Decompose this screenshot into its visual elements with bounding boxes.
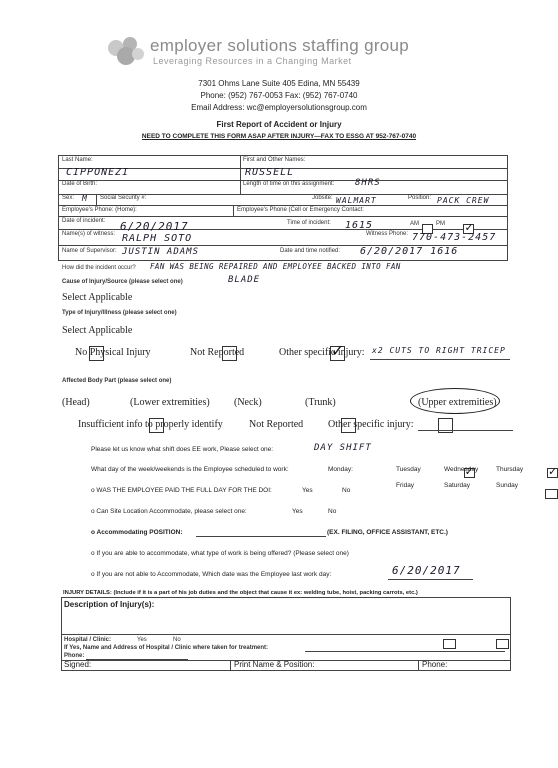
shift-question: Please let us know what shift does EE work, Please select one:	[91, 446, 274, 453]
accommodating-position-hint: (EX. FILING, OFFICE ASSISTANT, ETC.)	[327, 529, 448, 536]
hospital-no-checkbox[interactable]	[496, 639, 509, 649]
company-address: 7301 Ohms Lane Suite 405 Edina, MN 55439	[198, 79, 360, 88]
notified-label: Date and time notified:	[280, 248, 341, 254]
days-question: What day of the week/weekends is the Employee scheduled to work:	[91, 466, 289, 473]
not-reported-label: Not Reported	[190, 347, 245, 358]
witness-value[interactable]: RALPH SOTO	[122, 233, 193, 244]
hospital-phone-label: Phone:	[64, 653, 85, 659]
neck-option[interactable]: (Neck)	[234, 397, 262, 408]
form-title: First Report of Accident or Injury	[216, 120, 342, 129]
sunday-label: Sunday	[496, 482, 519, 489]
body-part-label: Affected Body Part (please select one)	[62, 378, 172, 384]
type-label: Type of Injury/Illness (please select one)	[62, 310, 177, 316]
hospital-no-label: No	[173, 637, 181, 643]
cell-phone-label: Employee's Phone (Cell or Emergency Contact:	[237, 207, 364, 213]
first-name-value[interactable]: RUSSELL	[245, 167, 295, 178]
time-incident-label: Time of incident:	[287, 220, 331, 226]
company-email: Email Address: wc@employersolutionsgroup.com	[191, 103, 367, 112]
last-name-label: Last Name:	[62, 157, 93, 163]
last-worked-value[interactable]: 6/20/2017	[392, 564, 461, 577]
upper-circle-mark	[410, 388, 500, 414]
tuesday-label: Tuesday	[396, 466, 421, 473]
witness-label: Name(s) of witness:	[62, 231, 116, 237]
cause-label: Cause of Injury/Source (please select one)	[62, 279, 183, 285]
date-incident-label: Date of incident:	[62, 218, 106, 224]
am-label: AM	[410, 221, 419, 227]
wednesday-label: Wednesday	[444, 466, 479, 473]
thursday-label: Thursday	[496, 466, 524, 473]
cause-select[interactable]: Select Applicable	[62, 292, 133, 303]
witness-phone-label: Witness Phone:	[366, 231, 409, 237]
type-select[interactable]: Select Applicable	[62, 325, 133, 336]
accommodate-yes-label: Yes	[292, 508, 303, 515]
paid-no-label: No	[342, 487, 351, 494]
home-phone-label: Employee's Phone: (Home):	[62, 207, 137, 213]
witness-phone-value[interactable]: 770-473-2457	[412, 232, 497, 243]
how-value[interactable]: FAN WAS BEING REPAIRED AND EMPLOYEE BACKED INTO FAN	[150, 262, 401, 271]
insufficient-label: Insufficient info to properly identify	[78, 419, 223, 430]
notified-value[interactable]: 6/20/2017 1616	[360, 246, 459, 257]
injury-details-label: INJURY DETAILS: (Include if it is a part of his job duties and the object that cause it ex: welding tube, hoist, packing carrots, etc.)	[63, 590, 418, 596]
body-other-checkbox[interactable]	[438, 418, 453, 433]
body-not-reported-label: Not Reported	[249, 419, 304, 430]
no-physical-label: No Physical Injury	[75, 347, 151, 358]
sex-value[interactable]: M	[82, 194, 88, 203]
body-other-label: Other specific injury:	[328, 419, 414, 430]
other-specific-value[interactable]: x2 CUTS TO RIGHT TRICEP	[372, 346, 506, 355]
supervisor-value[interactable]: JUSTIN ADAMS	[122, 247, 200, 257]
length-value[interactable]: 8HRS	[355, 178, 381, 188]
print-name-label: Print Name & Position:	[234, 660, 315, 669]
position-label: Position:	[408, 195, 432, 201]
ssn-label: Social Security #:	[100, 195, 147, 201]
accommodate-no-label: No	[328, 508, 337, 515]
last-name-value[interactable]: CIPPONEZI	[66, 167, 130, 178]
shift-value[interactable]: DAY SHIFT	[314, 443, 372, 453]
first-name-label: First and Other Names:	[243, 157, 306, 163]
saturday-label: Saturday	[444, 482, 471, 489]
last-worked-question: o If you are not able to Accommodate, Which date was the Employee last work day:	[91, 571, 332, 578]
pm-label: PM	[436, 221, 445, 227]
supervisor-label: Name of Supervisor:	[62, 248, 117, 254]
signature-phone-label: Phone:	[422, 660, 448, 669]
company-name: employer solutions staffing group	[150, 36, 410, 55]
accommodate-question: o Can Site Location Accommodate, please select one:	[91, 508, 247, 515]
hospital-yes-checkbox[interactable]	[443, 639, 456, 649]
company-tagline: Leveraging Resources in a Changing Market	[153, 56, 352, 66]
monday-label: Monday:	[328, 466, 353, 473]
date-incident-value[interactable]: 6/20/2017	[120, 220, 189, 233]
paid-question: o WAS THE EMPLOYEE PAID THE FULL DAY FOR THE DOI:	[91, 487, 272, 494]
how-label: How did the incident occur?	[62, 265, 136, 271]
other-specific-label: Other specific injury:	[279, 347, 365, 358]
position-value[interactable]: PACK CREW	[437, 196, 490, 205]
accommodating-position-label: o Accommodating POSITION:	[91, 529, 183, 536]
work-offered-question: o If you are able to accommodate, what type of work is being offered? (Please select one)	[91, 550, 349, 557]
hospital-yes-label: Yes	[137, 637, 147, 643]
upper-option[interactable]: (Upper extremities)	[418, 397, 497, 408]
how-value-2[interactable]: BLADE	[228, 275, 261, 285]
head-option[interactable]: (Head)	[62, 397, 90, 408]
description-label: Description of Injury(s):	[64, 600, 155, 609]
lower-option[interactable]: (Lower extremities)	[130, 397, 210, 408]
company-phones: Phone: (952) 767-0053 Fax: (952) 767-0740	[200, 91, 358, 100]
length-label: Length of time on this assignment:	[243, 181, 335, 187]
hospital-label: Hospital / Clinic:	[64, 637, 112, 643]
paid-yes-label: Yes	[302, 487, 313, 494]
dob-label: Date of Birth:	[62, 181, 98, 187]
tuesday-checkbox[interactable]	[547, 468, 558, 478]
company-logo-icon	[104, 34, 148, 68]
jobsite-value[interactable]: WALMART	[336, 196, 377, 205]
friday-label: Friday	[396, 482, 415, 489]
time-incident-value[interactable]: 1615	[345, 220, 374, 231]
sex-label: Sex:	[62, 195, 75, 201]
trunk-option[interactable]: (Trunk)	[305, 397, 336, 408]
paid-yes-checkbox[interactable]	[545, 489, 558, 499]
jobsite-label: Jobsite:	[312, 195, 333, 201]
hospital-name-label: If Yes, Name and Address of Hospital / Clinic where taken for treatment:	[64, 645, 269, 651]
signed-label: Signed:	[64, 660, 92, 669]
form-instruction: NEED TO COMPLETE THIS FORM ASAP AFTER INJURY—FAX TO ESSG AT 952-767-0740	[141, 133, 417, 140]
